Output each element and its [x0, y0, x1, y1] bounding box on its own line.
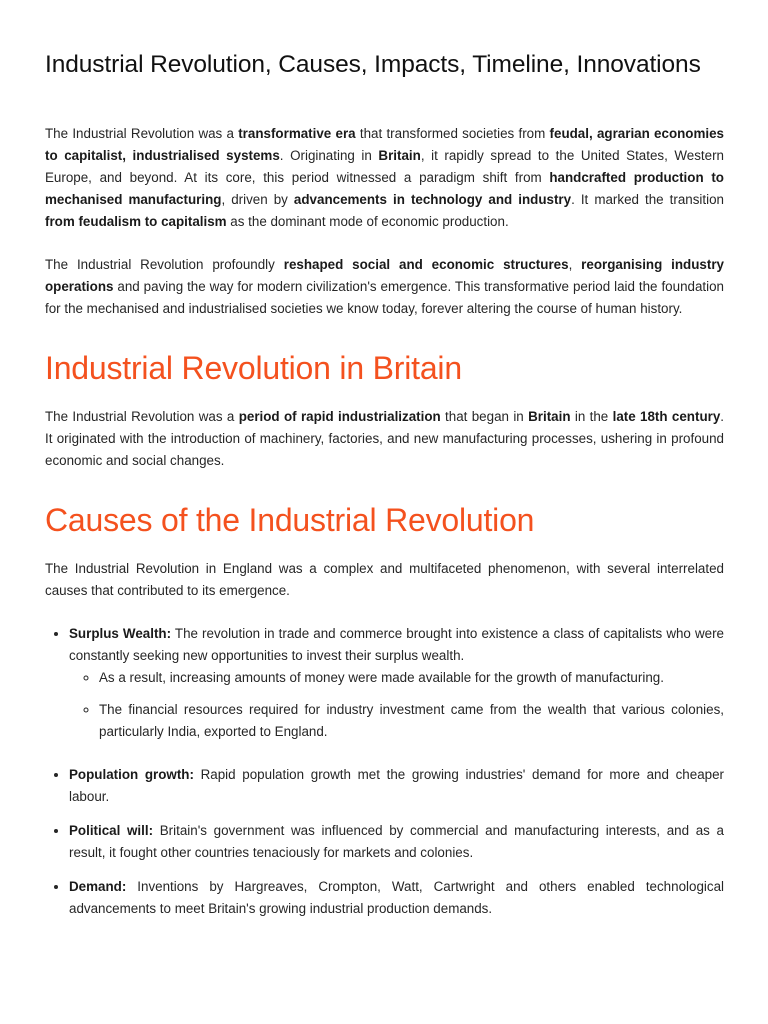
bold-text: feudal, agrarian economies to capitalist, industrialised systems	[45, 126, 725, 163]
list-item-label: Population growth:	[69, 767, 194, 782]
text-run: in the	[570, 409, 613, 424]
text-run: The Industrial Revolution profoundly	[45, 257, 284, 272]
text-run: , it rapidly spread to the United States, Western Europe, and beyond. At its core, this period witnessed a paradigm shift from	[45, 148, 725, 185]
bold-text: handcrafted production to mechanised manufacturing	[45, 170, 724, 207]
text-run: as the dominant mode of economic production.	[226, 214, 509, 229]
text-run: . It marked the transition	[571, 192, 725, 207]
bold-text: late 18th century	[612, 409, 721, 424]
text-run: The Industrial Revolution was a	[45, 126, 239, 141]
list-item	[69, 820, 724, 864]
bold-text: reshaped social and economic structures	[283, 257, 569, 272]
bold-text: advancements in technology and industry	[293, 192, 572, 207]
text-run: . Originating in	[279, 148, 379, 163]
bold-text: transformative era	[238, 126, 356, 141]
text-run: . It originated with the introduction of machinery, factories, and new manufacturing processes, ushering in profound economic and social changes.	[45, 409, 725, 468]
sub-list-item: ◦ The financial resources required for industry investment came from the wealth that various colonies, particularly India, exported to England.	[99, 699, 724, 743]
list-item-label: Surplus Wealth:	[69, 626, 172, 641]
list-item-text: Inventions by Hargreaves, Crompton, Watt, Cartwright and others enabled technological advancements to meet Britain's growing industrial production demands.	[69, 879, 724, 916]
bold-text: reorganising industry operations	[45, 257, 724, 294]
text-run: and paving the way for modern civilization's emergence. This transformative period laid the foundation for the mechanised and industrialised societies we know today, forever altering the course of human history.	[45, 279, 724, 316]
bold-text: Britain	[528, 409, 571, 424]
bold-text: from feudalism to capitalism	[45, 214, 227, 229]
section-heading-causes: Causes of the Industrial Revolution	[45, 502, 535, 538]
text-run: that began in	[440, 409, 529, 424]
list-item-text: The revolution in trade and commerce brought into existence a class of capitalists who were constantly seeking new opportunities to invest their surplus wealth.	[69, 626, 724, 663]
sub-list	[69, 667, 724, 743]
causes-list	[45, 623, 724, 920]
causes-intro-paragraph: The Industrial Revolution in England was a complex and multifaceted phenomenon, with several interrelated causes that contributed to its emergence.	[45, 561, 724, 598]
intro-paragraph-2	[45, 254, 724, 320]
bold-text: Britain	[378, 148, 421, 163]
list-item-label: Political will:	[69, 823, 154, 838]
text-run: The Industrial Revolution was a	[45, 409, 239, 424]
page-title: Industrial Revolution, Causes, Impacts, Timeline, Innovations	[45, 51, 701, 78]
list-item	[69, 764, 724, 808]
sub-list-item: ◦ As a result, increasing amounts of money were made available for the growth of manufacturing.	[99, 667, 724, 689]
text-run: , driven by	[221, 192, 294, 207]
list-item	[69, 623, 724, 743]
section-heading-britain: Industrial Revolution in Britain	[45, 350, 462, 386]
intro-paragraph-1	[45, 123, 724, 233]
list-item-text: Britain's government was influenced by commercial and manufacturing interests, and as a result, it fought other countries tenaciously for markets and colonies.	[69, 823, 724, 860]
text-run: that transformed societies from	[355, 126, 550, 141]
bold-text: period of rapid industrialization	[238, 409, 441, 424]
list-item-text: Rapid population growth met the growing industries' demand for more and cheaper labour.	[69, 767, 724, 804]
britain-paragraph	[45, 406, 724, 472]
text-run: ,	[568, 257, 582, 272]
list-item-label: Demand:	[69, 879, 127, 894]
list-item	[69, 876, 724, 920]
